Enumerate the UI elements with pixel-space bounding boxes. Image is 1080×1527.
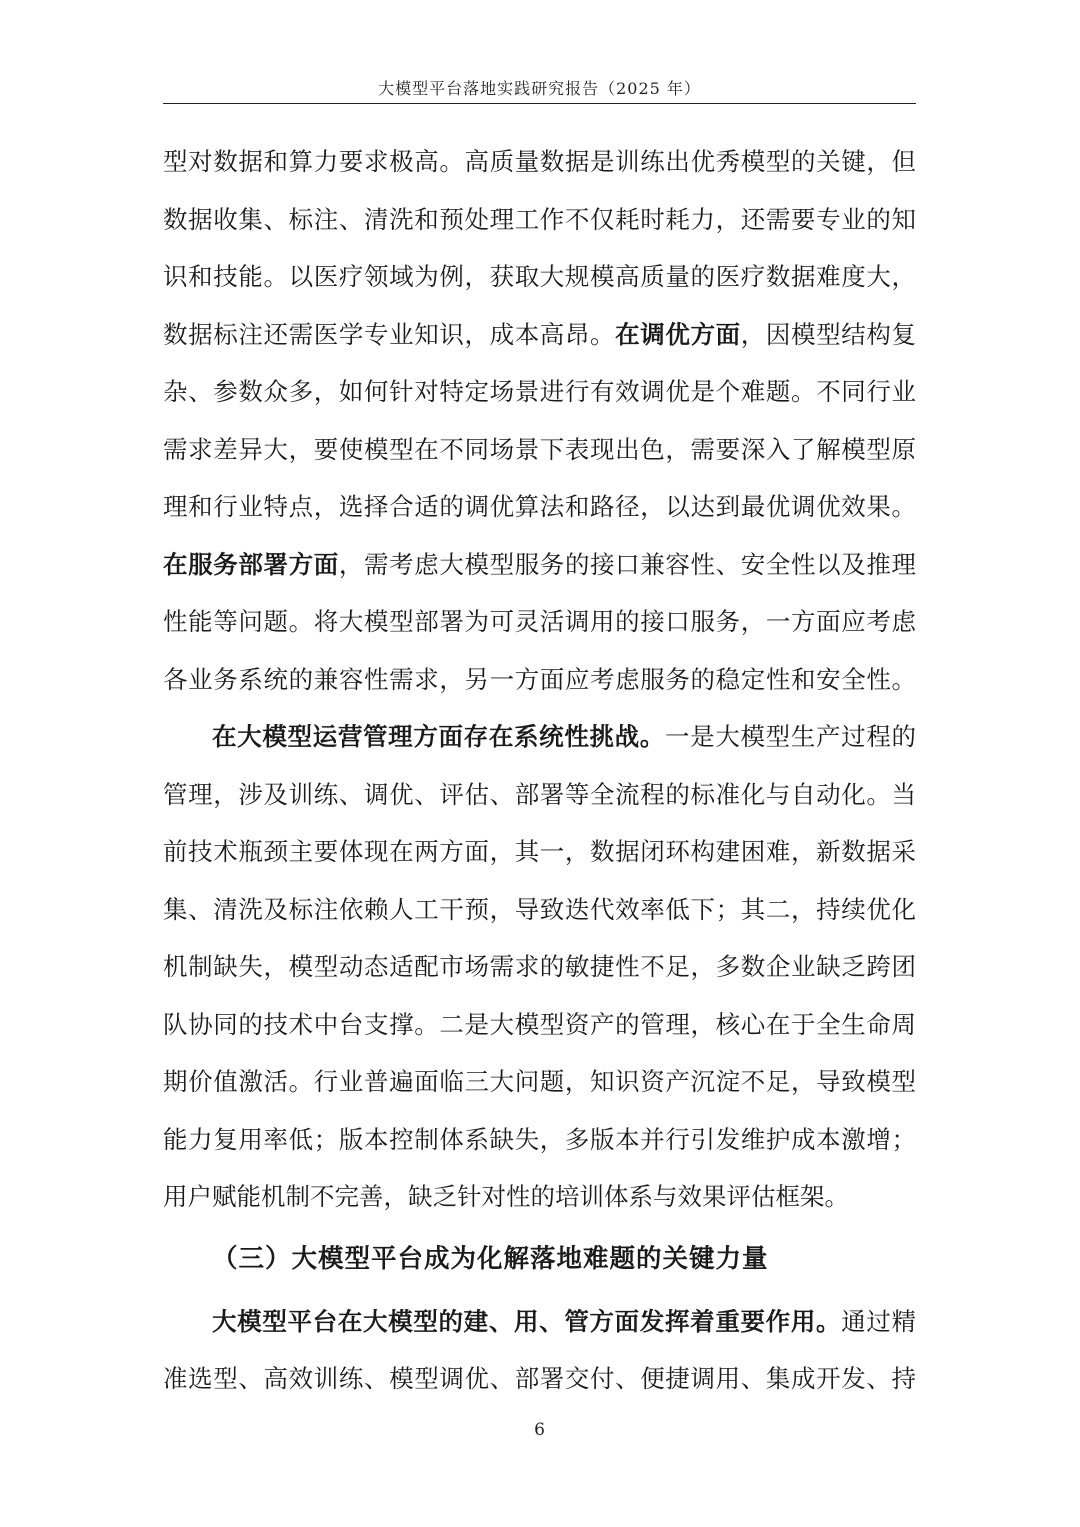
paragraph-platform-role [163, 1296, 916, 1411]
text-line: 管理，涉及训练、调优、评估、部署等全流程的标准化与自动化。当 [163, 779, 916, 809]
text-line: 数据收集、标注、清洗和预处理工作不仅耗时耗力，还需要专业的知 [163, 204, 916, 234]
bold-phrase-platform-role: 大模型平台在大模型的建、用、管方面发挥着重要作用。 [212, 1306, 842, 1336]
text-line: 识和技能。以医疗领域为例，获取大规模高质量的医疗数据难度大， [163, 262, 916, 291]
text-line: 用户赋能机制不完善，缺乏针对性的培训体系与效果评估框架。 [163, 1182, 849, 1211]
page-number: 6 [534, 1420, 545, 1440]
text-line [163, 539, 916, 597]
text-line [163, 309, 916, 367]
bold-phrase-deployment: 在服务部署方面 [163, 549, 339, 579]
text-line: 集、清洗及标注依赖人工干预，导致迭代效率低下；其二，持续优化 [163, 894, 916, 924]
text-line: 型对数据和算力要求极高。高质量数据是训练出优秀模型的关键，但 [163, 147, 916, 176]
paragraph-operations-management [163, 711, 916, 1229]
section-heading: （三）大模型平台成为化解落地难题的关键力量 [212, 1243, 769, 1274]
text-line: 理和行业特点，选择合适的调优算法和路径，以达到最优调优效果。 [163, 492, 916, 521]
text-run: 一是大模型生产过程的 [665, 722, 916, 751]
text-line: 能力复用率低；版本控制体系缺失，多版本并行引发维护成本激增； [163, 1124, 916, 1154]
header-divider [163, 103, 916, 104]
text-line: 前技术瓶颈主要体现在两方面，其一，数据闭环构建困难，新数据采 [163, 837, 916, 866]
text-line: 杂、参数众多，如何针对特定场景进行有效调优是个难题。不同行业 [163, 377, 916, 406]
text-line: 准选型、高效训练、模型调优、部署交付、便捷调用、集成开发、持 [163, 1364, 916, 1393]
bold-phrase-tuning: 在调优方面 [615, 319, 741, 349]
text-line: 队协同的技术中台支撑。二是大模型资产的管理，核心在于全生命周 [163, 1009, 916, 1039]
text-line: 性能等问题。将大模型部署为可灵活调用的接口服务，一方面应考虑 [163, 607, 916, 636]
text-line: 机制缺失，模型动态适配市场需求的敏捷性不足，多数企业缺乏跨团 [163, 952, 916, 981]
document-body [163, 136, 916, 1411]
text-line: 期价值激活。行业普遍面临三大问题，知识资产沉淀不足，导致模型 [163, 1067, 916, 1096]
paragraph-data-tuning-deployment [163, 136, 916, 711]
text-line [163, 711, 916, 769]
text-line: 各业务系统的兼容性需求，另一方面应考虑服务的稳定性和安全性。 [163, 664, 916, 694]
page-header-title: 大模型平台落地实践研究报告（2025 年） [378, 79, 701, 98]
text-run: 通过精 [841, 1306, 916, 1336]
text-line: 需求差异大，要使模型在不同场景下表现出色，需要深入了解模型原 [163, 434, 916, 464]
text-run: 数据标注还需医学专业知识，成本高昂。 [163, 319, 616, 349]
text-run: ，需考虑大模型服务的接口兼容性、安全性以及推理 [338, 549, 916, 579]
text-line [163, 1296, 916, 1354]
bold-phrase-operations: 在大模型运营管理方面存在系统性挑战。 [212, 722, 665, 751]
text-run: ，因模型结构复 [740, 319, 916, 349]
